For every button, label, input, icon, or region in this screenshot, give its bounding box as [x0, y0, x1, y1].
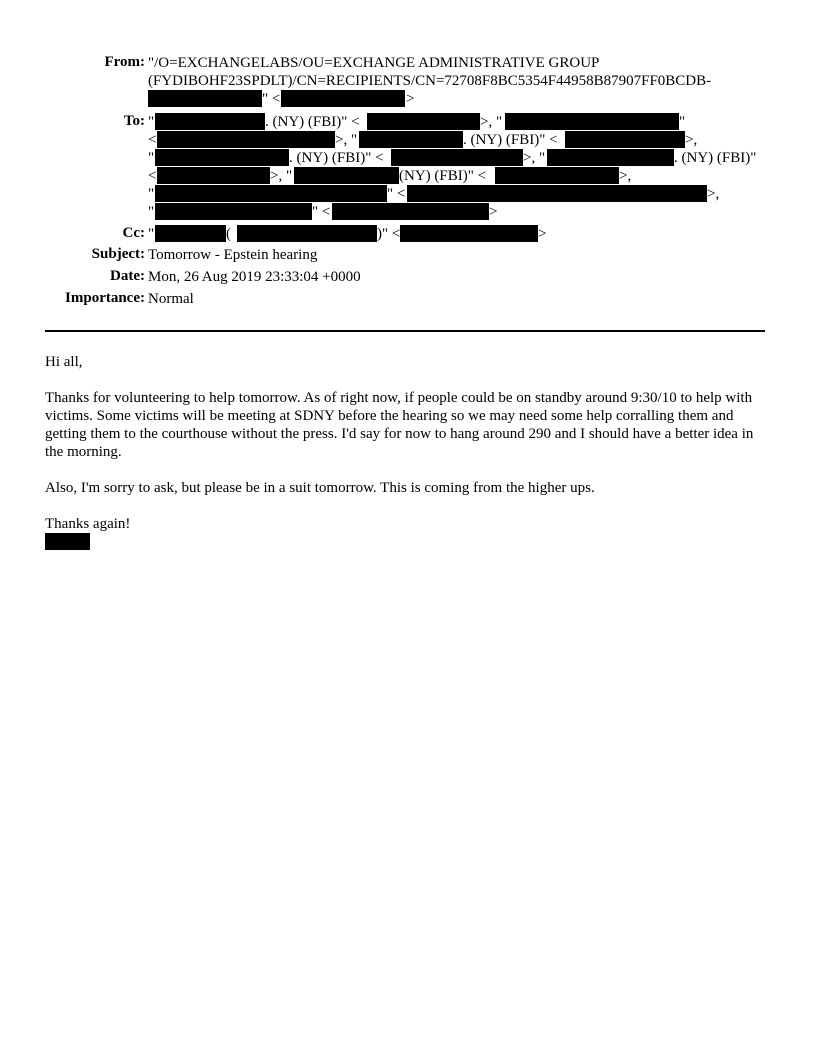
subject-value: Tomorrow - Epstein hearing — [148, 247, 318, 263]
from-line-2: (FYDIBOHF23SPDLT)/CN=RECIPIENTS/CN=72708F8BC5354F44958B87907FF0BCDB- — [148, 73, 712, 89]
redaction-block — [157, 131, 335, 148]
to-frag: >, " — [335, 132, 358, 148]
to-line-2 — [148, 131, 768, 149]
redaction-block — [155, 149, 289, 166]
redaction-block — [155, 113, 265, 130]
greeting: Hi all, — [45, 354, 83, 370]
to-frag: " — [148, 186, 155, 202]
redaction-block — [237, 225, 377, 242]
redaction-block — [294, 167, 399, 184]
to-frag: . (NY) (FBI)" < — [463, 132, 558, 148]
redaction-block — [155, 225, 226, 242]
cc-label: Cc: — [122, 225, 145, 241]
to-frag: >, " — [523, 150, 546, 166]
redaction-block — [400, 225, 538, 242]
to-frag: . (NY) (FBI)" < — [289, 150, 384, 166]
redaction-block — [155, 185, 387, 202]
to-line-4 — [148, 167, 768, 185]
redaction-block — [155, 203, 312, 220]
from-line-1: "/O=EXCHANGELABS/OU=EXCHANGE ADMINISTRATIVE GROUP — [148, 55, 600, 71]
to-frag: . (NY) (FBI)" < — [265, 114, 360, 130]
to-frag: " — [148, 114, 155, 130]
to-frag: . (NY) (FBI)" — [674, 150, 757, 166]
to-line-5 — [148, 185, 768, 203]
cc-frag: )" < — [377, 226, 401, 242]
to-frag: < — [148, 168, 157, 184]
to-frag: >, — [619, 168, 632, 184]
to-frag: >, " — [480, 114, 503, 130]
redaction-block — [148, 90, 262, 107]
date-label: Date: — [110, 268, 145, 284]
to-line-6 — [148, 203, 768, 221]
to-frag: (NY) (FBI)" < — [399, 168, 487, 184]
from-addr-end: > — [406, 91, 415, 107]
to-frag: >, — [707, 186, 720, 202]
to-frag: " — [148, 204, 155, 220]
to-label: To: — [123, 113, 145, 129]
importance-value: Normal — [148, 291, 194, 307]
header-divider — [45, 330, 765, 332]
cc-frag: > — [538, 226, 547, 242]
body-paragraph-1: Thanks for volunteering to help tomorrow. As of right now, if people could be on standby around 9:30/10 to help with victims. Some victims will be meeting at SDNY before the hearing so we may need some help corralling them and getting them to the courthouse without the press. I'd say for now to hang around 290 and I should have a better idea in the morning. — [45, 390, 754, 460]
to-frag: " — [679, 114, 686, 130]
redaction-block — [407, 185, 707, 202]
body-paragraph-2: Also, I'm sorry to ask, but please be in a suit tomorrow. This is coming from the higher ups. — [45, 480, 595, 496]
to-frag: " < — [312, 204, 331, 220]
redaction-block — [157, 167, 270, 184]
to-frag: >, — [685, 132, 698, 148]
cc-line — [148, 225, 768, 243]
importance-label: Importance: — [65, 290, 145, 306]
redaction-block — [281, 90, 405, 107]
redaction-block — [332, 203, 489, 220]
redaction-block — [565, 131, 685, 148]
signature-redaction — [45, 533, 90, 550]
to-frag: < — [148, 132, 157, 148]
to-frag: " — [148, 150, 155, 166]
redaction-block — [547, 149, 674, 166]
to-line-1 — [148, 113, 768, 131]
redaction-block — [359, 131, 463, 148]
redaction-block — [505, 113, 679, 130]
from-line-3 — [148, 90, 768, 108]
from-label: From: — [104, 54, 145, 70]
subject-label: Subject: — [91, 246, 145, 262]
to-line-3 — [148, 149, 788, 167]
redaction-block — [367, 113, 480, 130]
redaction-block — [391, 149, 523, 166]
redaction-block — [495, 167, 619, 184]
closing: Thanks again! — [45, 516, 131, 532]
to-frag: >, " — [270, 168, 293, 184]
to-frag: " < — [387, 186, 406, 202]
cc-frag: " — [148, 226, 155, 242]
date-value: Mon, 26 Aug 2019 23:33:04 +0000 — [148, 269, 361, 285]
from-addr-sep: " < — [262, 91, 281, 107]
to-frag: > — [489, 204, 498, 220]
cc-frag: ( — [226, 226, 231, 242]
